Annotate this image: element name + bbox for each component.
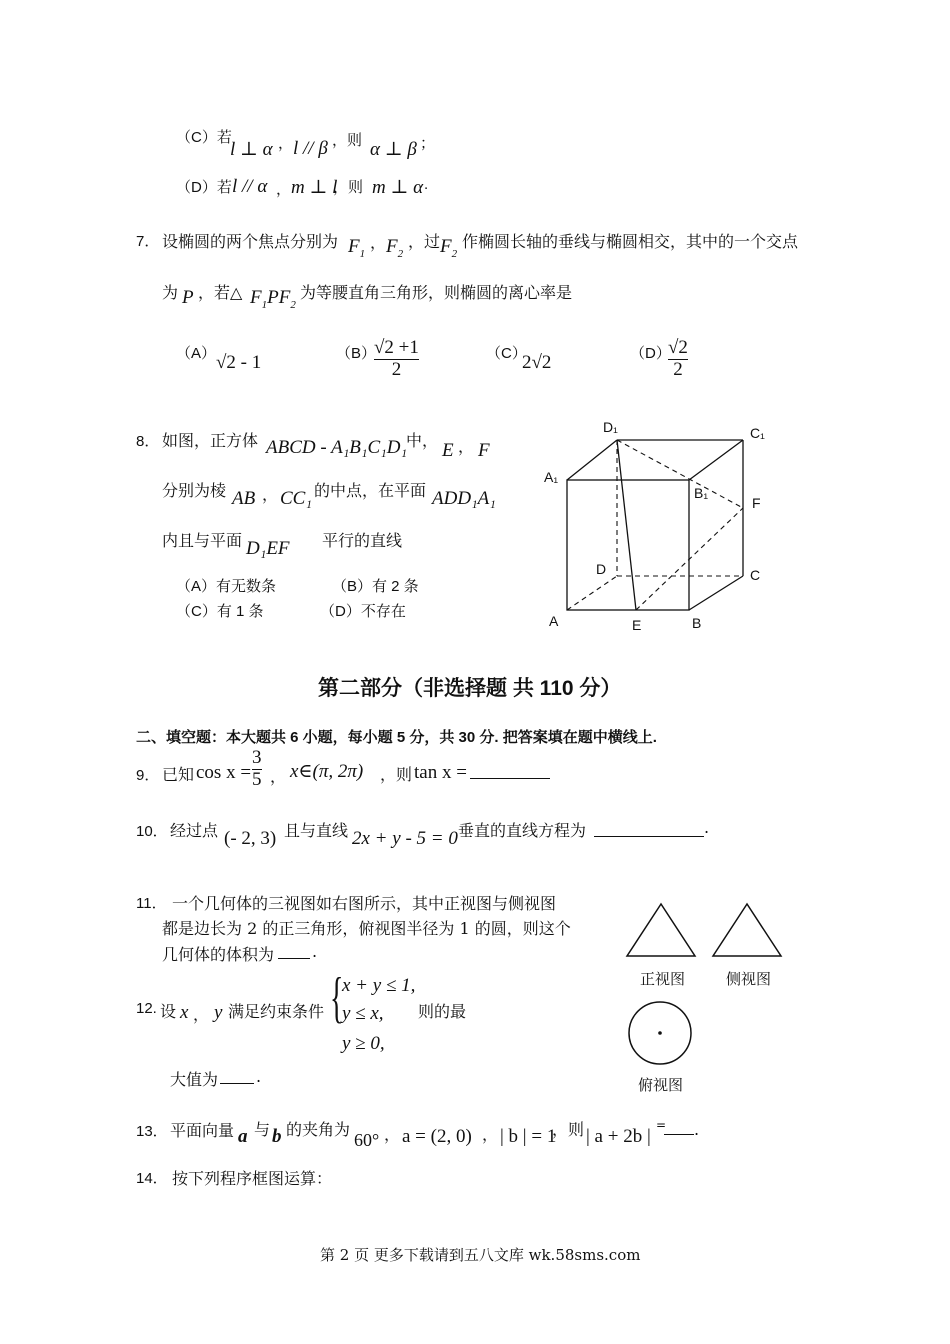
q8-plane2: D₁EF xyxy=(246,538,290,559)
q13-a: a xyxy=(238,1126,248,1147)
q7-f2: $F_2$ xyxy=(386,236,404,260)
q10-number: 10． xyxy=(136,823,168,840)
q7-text-6: 为等腰直角三角形，则椭圆的离心率是 xyxy=(300,283,573,302)
q12-number: 12. xyxy=(136,1000,157,1017)
q8-option-c: （C）有 1 条 xyxy=(176,603,264,620)
q9-numerator: 3 xyxy=(252,747,262,768)
section2-instructions: 二、填空题：本大题共 6 小题，每小题 5 分，共 30 分. 把答案填在题中横线上. xyxy=(136,729,657,746)
q13-number: 13． xyxy=(136,1123,168,1140)
q13-b-modulus: | b | = 1 xyxy=(500,1126,557,1147)
cube-edge-ad xyxy=(567,576,617,610)
cube-label-f: F xyxy=(752,495,761,511)
q7-option-a-value: √2 - 1 xyxy=(216,352,262,373)
q6-c-math1: l ⊥ α xyxy=(230,139,273,160)
q7-text-4: 为 xyxy=(162,283,179,302)
front-view-label: 正视图 xyxy=(640,970,686,988)
q12-text-4: 大值为 xyxy=(170,1070,219,1089)
q6-c-math2: l // β xyxy=(293,138,328,159)
q12-constraint-2: y ≤ x, xyxy=(342,1003,384,1024)
q13-expression: | a + 2b | xyxy=(586,1126,651,1147)
q13-answer-blank[interactable] xyxy=(664,1118,694,1135)
cube-label-c: C xyxy=(750,567,761,583)
q11-end: . xyxy=(312,942,318,961)
q10-text-1: 经过点 xyxy=(170,821,219,840)
q8-text-5: 内且与平面 xyxy=(162,531,243,550)
q8-option-a: （A）有无数条 xyxy=(176,578,277,595)
q6-c-label: （C）若 xyxy=(176,129,232,146)
q9-text-1: 已知 xyxy=(162,765,195,784)
cube-line-d1f xyxy=(617,440,743,508)
q8-plane: ADD₁A₁ xyxy=(432,488,496,509)
q12-text-2: 满足约束条件 xyxy=(228,1002,325,1021)
page-footer: 第 2 页 更多下载请到五八文库 wk.58sms.com xyxy=(320,1246,641,1264)
q7-text-5: ，若△ xyxy=(198,283,243,302)
q12-end: . xyxy=(256,1067,262,1086)
q7-f2b: $F_2$ xyxy=(440,236,458,260)
q13-end: . xyxy=(694,1120,700,1139)
cube-label-d1: D₁ xyxy=(603,419,618,435)
cube-label-e: E xyxy=(632,617,642,633)
q14-number: 14． xyxy=(136,1170,168,1187)
cube-line-d1e xyxy=(617,440,636,610)
q7-option-b-numerator: √2 +1 xyxy=(374,337,419,358)
q9-cos: cos x = xyxy=(196,762,252,783)
q7-comma: ， xyxy=(370,233,387,252)
q12-text-1: 设 xyxy=(160,1002,177,1021)
q14-text: 按下列程序框图运算： xyxy=(172,1169,333,1188)
q8-e: E xyxy=(442,440,454,461)
q8-cc1: CC₁ xyxy=(280,488,312,509)
q13-a-vector: a = (2, 0) xyxy=(402,1126,472,1147)
q6-c-comma: ， xyxy=(278,135,294,152)
q13-b: b xyxy=(272,1126,282,1147)
cube-edge-b1c1 xyxy=(689,440,743,480)
cube-label-b: B xyxy=(692,615,702,631)
q9-number: 9． xyxy=(136,767,160,784)
cube-label-a1: A₁ xyxy=(544,469,559,485)
q12-answer-blank[interactable] xyxy=(220,1065,254,1084)
cube-label-a: A xyxy=(549,613,559,629)
q8-f: F xyxy=(478,440,490,461)
q7-option-d-value xyxy=(668,338,688,381)
q8-number: 8． xyxy=(136,433,160,450)
cube-label-d: D xyxy=(596,561,607,577)
q6-d-math2: m ⊥ l xyxy=(291,177,338,198)
q10-text-2: 且与直线 xyxy=(284,821,349,840)
q12-x: x xyxy=(180,1002,189,1023)
q6-d-math1: l // α xyxy=(232,176,268,197)
q7-option-c-label: （C） xyxy=(486,345,527,362)
q6-option-c xyxy=(176,126,232,147)
q12-text-3: 则的最 xyxy=(418,1002,467,1021)
cube-label-c1: C₁ xyxy=(750,425,765,441)
q7-p: P xyxy=(182,287,194,308)
q10-line: 2x + y - 5 = 0 xyxy=(352,828,458,849)
q11-line-1: 一个几何体的三视图如右图所示，其中正视图与侧视图 xyxy=(172,894,557,913)
q10-text-3: 垂直的直线方程为 xyxy=(458,821,587,840)
cube-label-b1: B₁ xyxy=(694,485,709,501)
front-view-triangle xyxy=(627,904,695,956)
q12-brace: { xyxy=(330,967,344,1029)
q11-number: 11． xyxy=(136,895,167,912)
q7-option-b-label: （B） xyxy=(336,345,377,362)
q7-option-a-label: （A） xyxy=(176,345,217,362)
q13-angle: 60° xyxy=(354,1130,380,1150)
q6-d-then: ，则 xyxy=(333,179,364,196)
top-view-label: 俯视图 xyxy=(638,1076,684,1094)
q7-number: 7． xyxy=(136,233,160,250)
q6-d-end: . xyxy=(424,176,429,193)
q7-text-1: 设椭圆的两个焦点分别为 xyxy=(162,232,339,251)
q11-line-2: 都是边长为 2 的正三角形，俯视图半径为 1 的圆，则这个 xyxy=(162,919,571,938)
q6-d-math3: m ⊥ α xyxy=(372,177,424,198)
q11-answer-blank[interactable] xyxy=(278,940,310,959)
q7-option-d-denominator: 2 xyxy=(673,358,683,380)
q7-option-d-numerator: √2 xyxy=(668,337,688,358)
q7-option-c-value: 2√2 xyxy=(522,352,552,373)
q6-c-end: ； xyxy=(420,135,436,152)
q8-comma-2: ， xyxy=(262,485,279,504)
q7-triangle: $F_1PF_2$ xyxy=(250,287,296,311)
q13-equals: = xyxy=(656,1118,667,1132)
q9-tan: tan x = xyxy=(414,762,467,783)
q13-text-2: 与 xyxy=(254,1120,271,1139)
q7-option-b-denominator: 2 xyxy=(391,358,402,380)
cube-edge-bc xyxy=(689,576,743,610)
q6-d-label: （D）若 xyxy=(176,179,232,196)
q9-condition: x∈(π, 2π) xyxy=(290,761,364,782)
q12-constraint-1: x + y ≤ 1, xyxy=(342,975,416,996)
q9-answer-blank[interactable] xyxy=(470,758,550,779)
q8-option-d: （D）不存在 xyxy=(320,603,406,620)
q6-c-then: ，则 xyxy=(332,132,363,149)
q10-point: (- 2, 3) xyxy=(224,828,277,849)
q13-comma-1: ， xyxy=(384,1125,401,1144)
q8-option-b: （B）有 2 条 xyxy=(332,578,419,595)
q13-comma-2: ， xyxy=(482,1125,499,1144)
q13-text-4: ，则 xyxy=(552,1120,585,1139)
q9-text-3: ，则 xyxy=(380,765,413,784)
cube-diagram xyxy=(540,410,780,640)
q13-text-1: 平面向量 xyxy=(170,1121,235,1140)
q7-f1: $F_1$ xyxy=(348,236,366,260)
q13-text-3: 的夹角为 xyxy=(286,1120,351,1139)
part2-title: 第二部分（非选择题 共 110 分） xyxy=(318,677,622,700)
q6-d-comma: ， xyxy=(276,181,292,198)
q7-option-b-value xyxy=(374,338,419,381)
q7-option-d-label: （D） xyxy=(630,345,671,362)
q8-text-4: 的中点，在平面 xyxy=(314,481,427,500)
q6-c-math3: α ⊥ β xyxy=(370,139,417,160)
q9-text-2: ， xyxy=(270,767,287,786)
q8-text-1: 如图，正方体 xyxy=(162,431,259,450)
q8-text-3: 分别为棱 xyxy=(162,481,227,500)
q7-text-2: ，过 xyxy=(408,232,441,251)
q7-text-3: 作椭圆长轴的垂线与椭圆相交，其中的一个交点 xyxy=(462,232,799,251)
q12-constraint-3: y ≥ 0, xyxy=(342,1033,385,1054)
q12-y: y xyxy=(214,1002,223,1023)
q10-answer-blank[interactable] xyxy=(594,816,704,837)
q10-end: . xyxy=(704,818,710,837)
cube-edge-a1d1 xyxy=(567,440,617,480)
q8-ab: AB xyxy=(232,488,256,509)
q11-line-3: 几何体的体积为 xyxy=(162,945,275,964)
q8-text-2: 中， xyxy=(406,431,439,450)
q9-denominator: 5 xyxy=(252,768,262,790)
top-view-center-dot xyxy=(658,1031,662,1035)
q9-fraction xyxy=(252,748,262,791)
q8-text-6: 平行的直线 xyxy=(322,531,403,550)
side-view-label: 侧视图 xyxy=(726,970,772,988)
q12-comma: ， xyxy=(193,1005,210,1024)
q8-cube-name: ABCD - A₁B₁C₁D₁ xyxy=(266,437,408,458)
side-view-triangle xyxy=(713,904,781,956)
q8-comma-1: ， xyxy=(458,437,475,456)
cube-front-face xyxy=(567,480,689,610)
